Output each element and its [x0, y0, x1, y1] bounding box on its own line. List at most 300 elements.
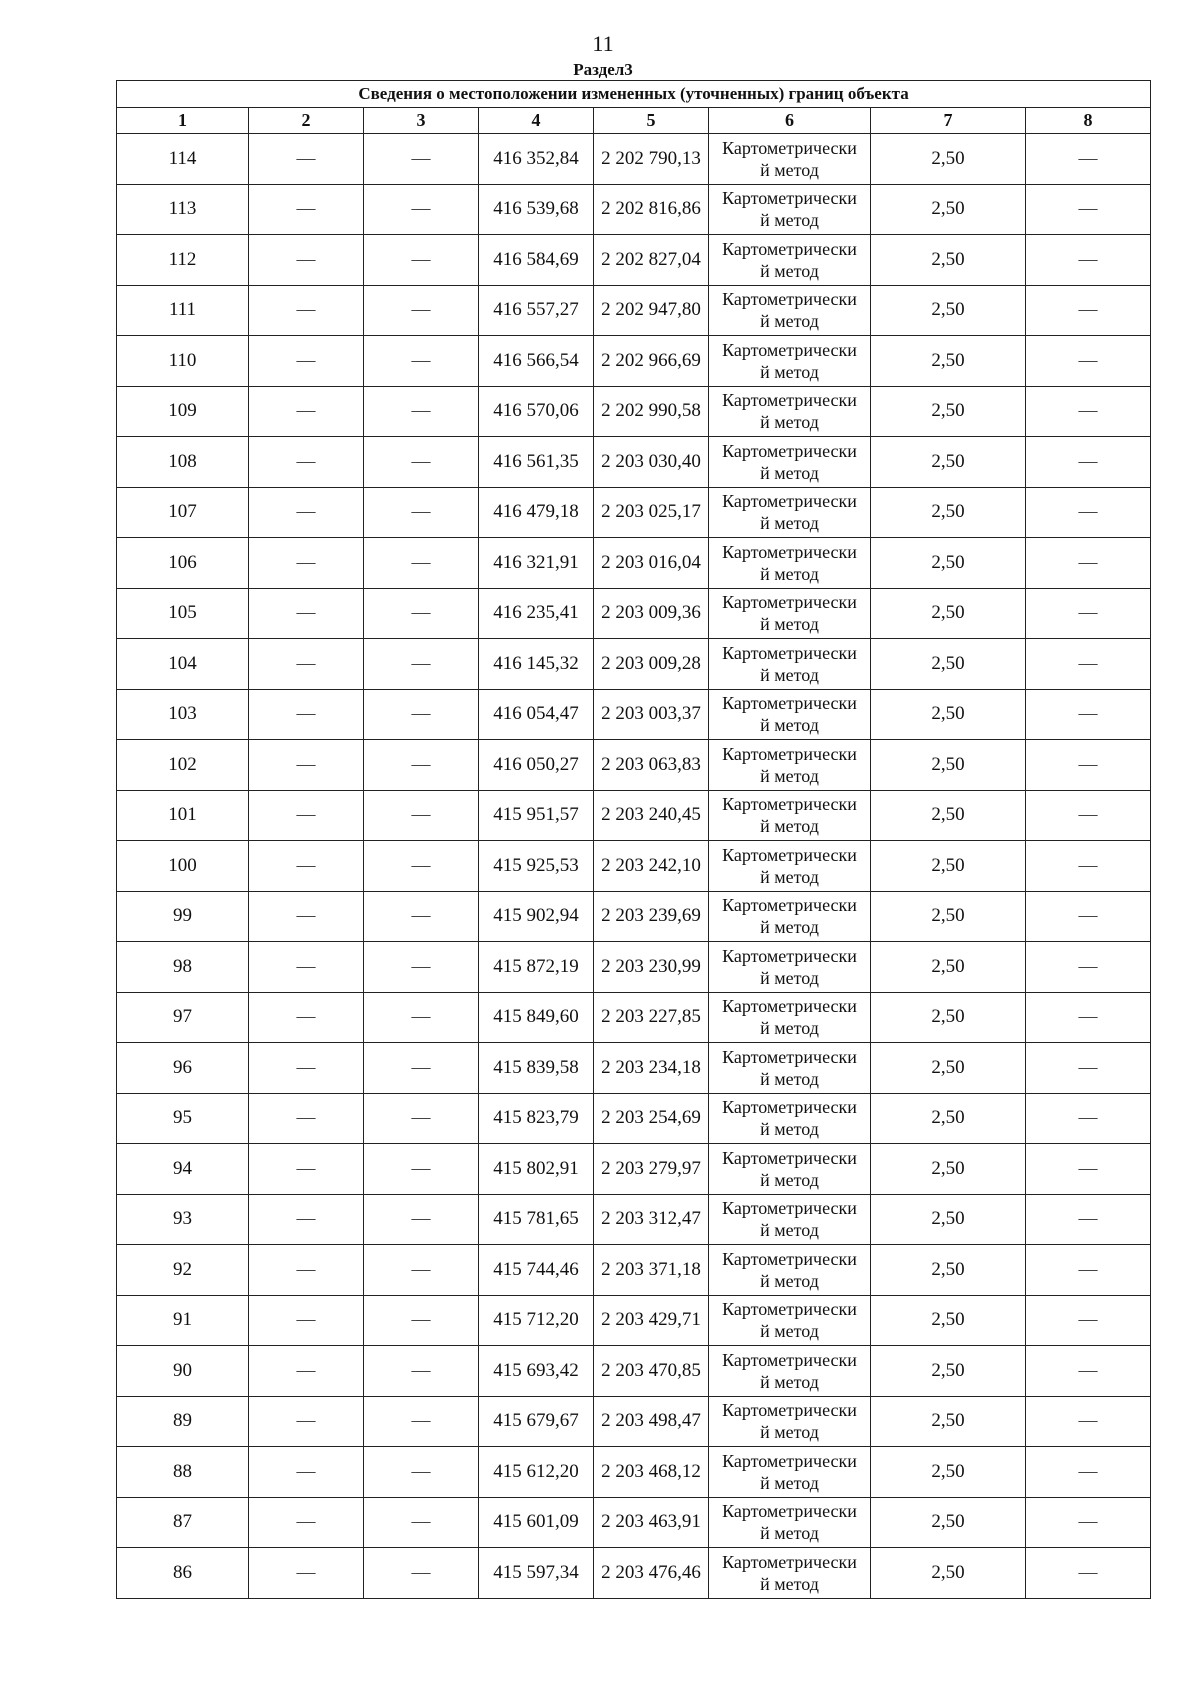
- empty-value-cell: —: [249, 1548, 364, 1599]
- method-text-line-1: Картометрически: [722, 1450, 857, 1471]
- y-coordinate-cell: 2 203 063,83: [594, 740, 709, 791]
- x-coordinate-cell: 416 566,54: [479, 336, 594, 387]
- method-text-line-2: й метод: [760, 159, 819, 180]
- x-coordinate-cell: 415 839,58: [479, 1043, 594, 1094]
- x-coordinate-cell: 415 693,42: [479, 1346, 594, 1397]
- method-cell: [709, 1093, 871, 1144]
- accuracy-cell: 2,50: [871, 1346, 1026, 1397]
- point-number-cell: 97: [117, 992, 249, 1043]
- empty-value-cell: —: [249, 1396, 364, 1447]
- accuracy-cell: 2,50: [871, 487, 1026, 538]
- empty-value-cell: —: [249, 1447, 364, 1498]
- method-text-line-1: Картометрически: [722, 289, 857, 310]
- point-number-cell: 104: [117, 639, 249, 690]
- method-text-line-2: й метод: [760, 1472, 819, 1493]
- point-number-cell: 86: [117, 1548, 249, 1599]
- method-cell: [709, 942, 871, 993]
- empty-value-cell: —: [1026, 891, 1151, 942]
- method-text-line-1: Картометрически: [722, 1349, 857, 1370]
- method-cell: [709, 588, 871, 639]
- empty-value-cell: —: [1026, 790, 1151, 841]
- empty-value-cell: —: [1026, 1093, 1151, 1144]
- y-coordinate-cell: 2 203 476,46: [594, 1548, 709, 1599]
- empty-value-cell: —: [1026, 689, 1151, 740]
- x-coordinate-cell: 416 584,69: [479, 235, 594, 286]
- method-text-line-1: Картометрически: [722, 1551, 857, 1572]
- column-number: 8: [1026, 108, 1151, 134]
- empty-value-cell: —: [1026, 1295, 1151, 1346]
- table-row: [117, 134, 1151, 185]
- table-row: [117, 285, 1151, 336]
- empty-value-cell: —: [249, 891, 364, 942]
- method-cell: [709, 134, 871, 185]
- empty-value-cell: —: [1026, 1396, 1151, 1447]
- table-row: [117, 740, 1151, 791]
- method-cell: [709, 1245, 871, 1296]
- x-coordinate-cell: 416 561,35: [479, 437, 594, 488]
- empty-value-cell: —: [364, 1194, 479, 1245]
- empty-value-cell: —: [249, 184, 364, 235]
- x-coordinate-cell: 415 849,60: [479, 992, 594, 1043]
- accuracy-cell: 2,50: [871, 134, 1026, 185]
- empty-value-cell: —: [249, 942, 364, 993]
- empty-value-cell: —: [364, 1144, 479, 1195]
- method-text-line-2: й метод: [760, 260, 819, 281]
- table-row: [117, 1295, 1151, 1346]
- point-number-cell: 94: [117, 1144, 249, 1195]
- method-cell: [709, 285, 871, 336]
- accuracy-cell: 2,50: [871, 740, 1026, 791]
- y-coordinate-cell: 2 203 463,91: [594, 1497, 709, 1548]
- method-text-line-1: Картометрически: [722, 895, 857, 916]
- column-number: 1: [117, 108, 249, 134]
- point-number-cell: 96: [117, 1043, 249, 1094]
- empty-value-cell: —: [1026, 1497, 1151, 1548]
- accuracy-cell: 2,50: [871, 1497, 1026, 1548]
- method-cell: [709, 1447, 871, 1498]
- table-row: [117, 588, 1151, 639]
- point-number-cell: 102: [117, 740, 249, 791]
- empty-value-cell: —: [364, 235, 479, 286]
- empty-value-cell: —: [249, 689, 364, 740]
- method-cell: [709, 1497, 871, 1548]
- empty-value-cell: —: [249, 1144, 364, 1195]
- x-coordinate-cell: 415 712,20: [479, 1295, 594, 1346]
- method-cell: [709, 538, 871, 589]
- x-coordinate-cell: 415 744,46: [479, 1245, 594, 1296]
- empty-value-cell: —: [364, 992, 479, 1043]
- method-cell: [709, 336, 871, 387]
- accuracy-cell: 2,50: [871, 1245, 1026, 1296]
- method-text-line-2: й метод: [760, 1119, 819, 1140]
- method-cell: [709, 386, 871, 437]
- y-coordinate-cell: 2 203 429,71: [594, 1295, 709, 1346]
- y-coordinate-cell: 2 202 816,86: [594, 184, 709, 235]
- point-number-cell: 89: [117, 1396, 249, 1447]
- x-coordinate-cell: 416 479,18: [479, 487, 594, 538]
- point-number-cell: 114: [117, 134, 249, 185]
- empty-value-cell: —: [1026, 336, 1151, 387]
- y-coordinate-cell: 2 203 254,69: [594, 1093, 709, 1144]
- method-text-line-2: й метод: [760, 361, 819, 382]
- method-text-line-1: Картометрически: [722, 743, 857, 764]
- method-text-line-1: Картометрически: [722, 440, 857, 461]
- table-row: [117, 235, 1151, 286]
- empty-value-cell: —: [249, 1194, 364, 1245]
- method-text-line-2: й метод: [760, 563, 819, 584]
- point-number-cell: 103: [117, 689, 249, 740]
- column-number: 5: [594, 108, 709, 134]
- empty-value-cell: —: [364, 790, 479, 841]
- table-row: [117, 1548, 1151, 1599]
- empty-value-cell: —: [249, 285, 364, 336]
- empty-value-cell: —: [1026, 1346, 1151, 1397]
- accuracy-cell: 2,50: [871, 1144, 1026, 1195]
- empty-value-cell: —: [249, 992, 364, 1043]
- empty-value-cell: —: [249, 588, 364, 639]
- empty-value-cell: —: [249, 336, 364, 387]
- method-text-line-1: Картометрически: [722, 339, 857, 360]
- empty-value-cell: —: [249, 134, 364, 185]
- empty-value-cell: —: [364, 487, 479, 538]
- method-text-line-1: Картометрически: [722, 390, 857, 411]
- empty-value-cell: —: [364, 1346, 479, 1397]
- empty-value-cell: —: [364, 1295, 479, 1346]
- empty-value-cell: —: [1026, 538, 1151, 589]
- table-row: [117, 1396, 1151, 1447]
- empty-value-cell: —: [1026, 285, 1151, 336]
- empty-value-cell: —: [364, 639, 479, 690]
- table-row: [117, 841, 1151, 892]
- column-number: 3: [364, 108, 479, 134]
- table-row: [117, 639, 1151, 690]
- table-row: [117, 790, 1151, 841]
- method-text-line-1: Картометрически: [722, 642, 857, 663]
- y-coordinate-cell: 2 203 242,10: [594, 841, 709, 892]
- table-row: [117, 538, 1151, 589]
- point-number-cell: 105: [117, 588, 249, 639]
- boundary-coordinates-table: [116, 80, 1151, 1599]
- accuracy-cell: 2,50: [871, 386, 1026, 437]
- accuracy-cell: 2,50: [871, 1396, 1026, 1447]
- empty-value-cell: —: [364, 1245, 479, 1296]
- empty-value-cell: —: [1026, 588, 1151, 639]
- empty-value-cell: —: [249, 386, 364, 437]
- point-number-cell: 91: [117, 1295, 249, 1346]
- accuracy-cell: 2,50: [871, 1093, 1026, 1144]
- empty-value-cell: —: [1026, 841, 1151, 892]
- accuracy-cell: 2,50: [871, 841, 1026, 892]
- x-coordinate-cell: 415 823,79: [479, 1093, 594, 1144]
- empty-value-cell: —: [364, 841, 479, 892]
- table-row: [117, 992, 1151, 1043]
- point-number-cell: 93: [117, 1194, 249, 1245]
- method-text-line-2: й метод: [760, 513, 819, 534]
- accuracy-cell: 2,50: [871, 1295, 1026, 1346]
- method-text-line-2: й метод: [760, 1068, 819, 1089]
- method-text-line-2: й метод: [760, 412, 819, 433]
- empty-value-cell: —: [364, 689, 479, 740]
- x-coordinate-cell: 416 145,32: [479, 639, 594, 690]
- method-text-line-1: Картометрически: [722, 188, 857, 209]
- method-cell: [709, 790, 871, 841]
- empty-value-cell: —: [1026, 235, 1151, 286]
- empty-value-cell: —: [364, 336, 479, 387]
- empty-value-cell: —: [1026, 134, 1151, 185]
- column-number: 6: [709, 108, 871, 134]
- empty-value-cell: —: [249, 1346, 364, 1397]
- x-coordinate-cell: 416 539,68: [479, 184, 594, 235]
- method-text-line-2: й метод: [760, 866, 819, 887]
- point-number-cell: 111: [117, 285, 249, 336]
- x-coordinate-cell: 415 601,09: [479, 1497, 594, 1548]
- y-coordinate-cell: 2 203 240,45: [594, 790, 709, 841]
- empty-value-cell: —: [249, 790, 364, 841]
- method-cell: [709, 689, 871, 740]
- method-text-line-2: й метод: [760, 1371, 819, 1392]
- y-coordinate-cell: 2 203 279,97: [594, 1144, 709, 1195]
- empty-value-cell: —: [1026, 740, 1151, 791]
- point-number-cell: 99: [117, 891, 249, 942]
- method-text-line-1: Картометрически: [722, 1299, 857, 1320]
- method-text-line-1: Картометрически: [722, 1400, 857, 1421]
- y-coordinate-cell: 2 203 239,69: [594, 891, 709, 942]
- y-coordinate-cell: 2 203 009,36: [594, 588, 709, 639]
- y-coordinate-cell: 2 203 227,85: [594, 992, 709, 1043]
- y-coordinate-cell: 2 203 230,99: [594, 942, 709, 993]
- method-text-line-1: Картометрически: [722, 1147, 857, 1168]
- empty-value-cell: —: [364, 1396, 479, 1447]
- empty-value-cell: —: [1026, 1043, 1151, 1094]
- empty-value-cell: —: [249, 1295, 364, 1346]
- point-number-cell: 109: [117, 386, 249, 437]
- point-number-cell: 112: [117, 235, 249, 286]
- method-cell: [709, 740, 871, 791]
- page-number: 11: [592, 31, 614, 56]
- method-text-line-2: й метод: [760, 765, 819, 786]
- table-row: [117, 386, 1151, 437]
- method-text-line-1: Картометрически: [722, 592, 857, 613]
- empty-value-cell: —: [1026, 386, 1151, 437]
- method-text-line-2: й метод: [760, 1270, 819, 1291]
- table-row: [117, 1346, 1151, 1397]
- method-text-line-1: Картометрически: [722, 945, 857, 966]
- table-row: [117, 1194, 1151, 1245]
- x-coordinate-cell: 416 570,06: [479, 386, 594, 437]
- point-number-cell: 88: [117, 1447, 249, 1498]
- accuracy-cell: 2,50: [871, 942, 1026, 993]
- empty-value-cell: —: [249, 487, 364, 538]
- method-text-line-1: Картометрически: [722, 693, 857, 714]
- point-number-cell: 92: [117, 1245, 249, 1296]
- point-number-cell: 87: [117, 1497, 249, 1548]
- method-text-line-2: й метод: [760, 967, 819, 988]
- table-row: [117, 184, 1151, 235]
- method-cell: [709, 235, 871, 286]
- method-text-line-2: й метод: [760, 614, 819, 635]
- empty-value-cell: —: [364, 437, 479, 488]
- table-row: [117, 1245, 1151, 1296]
- method-text-line-1: Картометрически: [722, 996, 857, 1017]
- method-cell: [709, 1396, 871, 1447]
- method-cell: [709, 184, 871, 235]
- accuracy-cell: 2,50: [871, 538, 1026, 589]
- method-cell: [709, 841, 871, 892]
- point-number-cell: 106: [117, 538, 249, 589]
- empty-value-cell: —: [364, 386, 479, 437]
- accuracy-cell: 2,50: [871, 588, 1026, 639]
- empty-value-cell: —: [1026, 1245, 1151, 1296]
- empty-value-cell: —: [1026, 1144, 1151, 1195]
- empty-value-cell: —: [249, 1093, 364, 1144]
- point-number-cell: 110: [117, 336, 249, 387]
- accuracy-cell: 2,50: [871, 1194, 1026, 1245]
- x-coordinate-cell: 415 925,53: [479, 841, 594, 892]
- column-number: 2: [249, 108, 364, 134]
- y-coordinate-cell: 2 203 498,47: [594, 1396, 709, 1447]
- y-coordinate-cell: 2 203 009,28: [594, 639, 709, 690]
- empty-value-cell: —: [249, 538, 364, 589]
- table-row: [117, 1447, 1151, 1498]
- empty-value-cell: —: [364, 1093, 479, 1144]
- method-cell: [709, 639, 871, 690]
- x-coordinate-cell: 415 612,20: [479, 1447, 594, 1498]
- empty-value-cell: —: [249, 639, 364, 690]
- column-number-row: [117, 108, 1151, 134]
- method-text-line-2: й метод: [760, 1422, 819, 1443]
- method-cell: [709, 1295, 871, 1346]
- empty-value-cell: —: [1026, 1548, 1151, 1599]
- empty-value-cell: —: [1026, 1447, 1151, 1498]
- y-coordinate-cell: 2 203 030,40: [594, 437, 709, 488]
- method-text-line-1: Картометрически: [722, 491, 857, 512]
- method-cell: [709, 1346, 871, 1397]
- empty-value-cell: —: [364, 1043, 479, 1094]
- empty-value-cell: —: [249, 1497, 364, 1548]
- method-cell: [709, 1194, 871, 1245]
- accuracy-cell: 2,50: [871, 184, 1026, 235]
- accuracy-cell: 2,50: [871, 891, 1026, 942]
- x-coordinate-cell: 416 321,91: [479, 538, 594, 589]
- empty-value-cell: —: [1026, 487, 1151, 538]
- method-text-line-2: й метод: [760, 1321, 819, 1342]
- y-coordinate-cell: 2 203 234,18: [594, 1043, 709, 1094]
- y-coordinate-cell: 2 203 470,85: [594, 1346, 709, 1397]
- point-number-cell: 101: [117, 790, 249, 841]
- y-coordinate-cell: 2 203 468,12: [594, 1447, 709, 1498]
- point-number-cell: 113: [117, 184, 249, 235]
- method-text-line-1: Картометрически: [722, 1097, 857, 1118]
- method-cell: [709, 891, 871, 942]
- method-text-line-1: Картометрически: [722, 1046, 857, 1067]
- method-text-line-2: й метод: [760, 816, 819, 837]
- method-text-line-1: Картометрически: [722, 541, 857, 562]
- y-coordinate-cell: 2 202 966,69: [594, 336, 709, 387]
- y-coordinate-cell: 2 203 016,04: [594, 538, 709, 589]
- empty-value-cell: —: [364, 285, 479, 336]
- x-coordinate-cell: 415 679,67: [479, 1396, 594, 1447]
- empty-value-cell: —: [1026, 184, 1151, 235]
- empty-value-cell: —: [249, 1043, 364, 1094]
- table-caption: Сведения о местоположении измененных (уточненных) границ объекта: [117, 81, 1151, 108]
- accuracy-cell: 2,50: [871, 336, 1026, 387]
- accuracy-cell: 2,50: [871, 992, 1026, 1043]
- point-number-cell: 90: [117, 1346, 249, 1397]
- table-row: [117, 1144, 1151, 1195]
- y-coordinate-cell: 2 203 003,37: [594, 689, 709, 740]
- accuracy-cell: 2,50: [871, 1043, 1026, 1094]
- table-row: [117, 437, 1151, 488]
- table-row: [117, 1497, 1151, 1548]
- y-coordinate-cell: 2 202 947,80: [594, 285, 709, 336]
- empty-value-cell: —: [364, 942, 479, 993]
- method-cell: [709, 437, 871, 488]
- y-coordinate-cell: 2 203 025,17: [594, 487, 709, 538]
- method-text-line-2: й метод: [760, 1169, 819, 1190]
- table-row: [117, 891, 1151, 942]
- x-coordinate-cell: 415 802,91: [479, 1144, 594, 1195]
- empty-value-cell: —: [364, 1548, 479, 1599]
- table-row: [117, 942, 1151, 993]
- method-text-line-1: Картометрически: [722, 1501, 857, 1522]
- empty-value-cell: —: [364, 538, 479, 589]
- empty-value-cell: —: [364, 1497, 479, 1548]
- x-coordinate-cell: 416 557,27: [479, 285, 594, 336]
- accuracy-cell: 2,50: [871, 235, 1026, 286]
- empty-value-cell: —: [364, 134, 479, 185]
- point-number-cell: 107: [117, 487, 249, 538]
- method-text-line-1: Картометрически: [722, 137, 857, 158]
- empty-value-cell: —: [1026, 639, 1151, 690]
- empty-value-cell: —: [249, 841, 364, 892]
- table-row: [117, 1093, 1151, 1144]
- method-text-line-2: й метод: [760, 311, 819, 332]
- point-number-cell: 108: [117, 437, 249, 488]
- x-coordinate-cell: 415 951,57: [479, 790, 594, 841]
- empty-value-cell: —: [1026, 1194, 1151, 1245]
- table-row: [117, 1043, 1151, 1094]
- method-text-line-2: й метод: [760, 917, 819, 938]
- y-coordinate-cell: 2 203 312,47: [594, 1194, 709, 1245]
- accuracy-cell: 2,50: [871, 1447, 1026, 1498]
- x-coordinate-cell: 416 054,47: [479, 689, 594, 740]
- method-text-line-1: Картометрически: [722, 1248, 857, 1269]
- y-coordinate-cell: 2 202 827,04: [594, 235, 709, 286]
- empty-value-cell: —: [1026, 942, 1151, 993]
- method-text-line-2: й метод: [760, 462, 819, 483]
- method-text-line-1: Картометрически: [722, 1198, 857, 1219]
- empty-value-cell: —: [249, 235, 364, 286]
- empty-value-cell: —: [364, 1447, 479, 1498]
- x-coordinate-cell: 415 781,65: [479, 1194, 594, 1245]
- empty-value-cell: —: [364, 184, 479, 235]
- method-text-line-2: й метод: [760, 715, 819, 736]
- method-cell: [709, 1548, 871, 1599]
- x-coordinate-cell: 416 235,41: [479, 588, 594, 639]
- accuracy-cell: 2,50: [871, 437, 1026, 488]
- y-coordinate-cell: 2 203 371,18: [594, 1245, 709, 1296]
- column-number: 7: [871, 108, 1026, 134]
- point-number-cell: 100: [117, 841, 249, 892]
- method-text-line-2: й метод: [760, 1573, 819, 1594]
- empty-value-cell: —: [364, 588, 479, 639]
- method-text-line-2: й метод: [760, 664, 819, 685]
- accuracy-cell: 2,50: [871, 689, 1026, 740]
- accuracy-cell: 2,50: [871, 790, 1026, 841]
- table-row: [117, 689, 1151, 740]
- y-coordinate-cell: 2 202 790,13: [594, 134, 709, 185]
- section-title: Раздел3: [573, 60, 633, 79]
